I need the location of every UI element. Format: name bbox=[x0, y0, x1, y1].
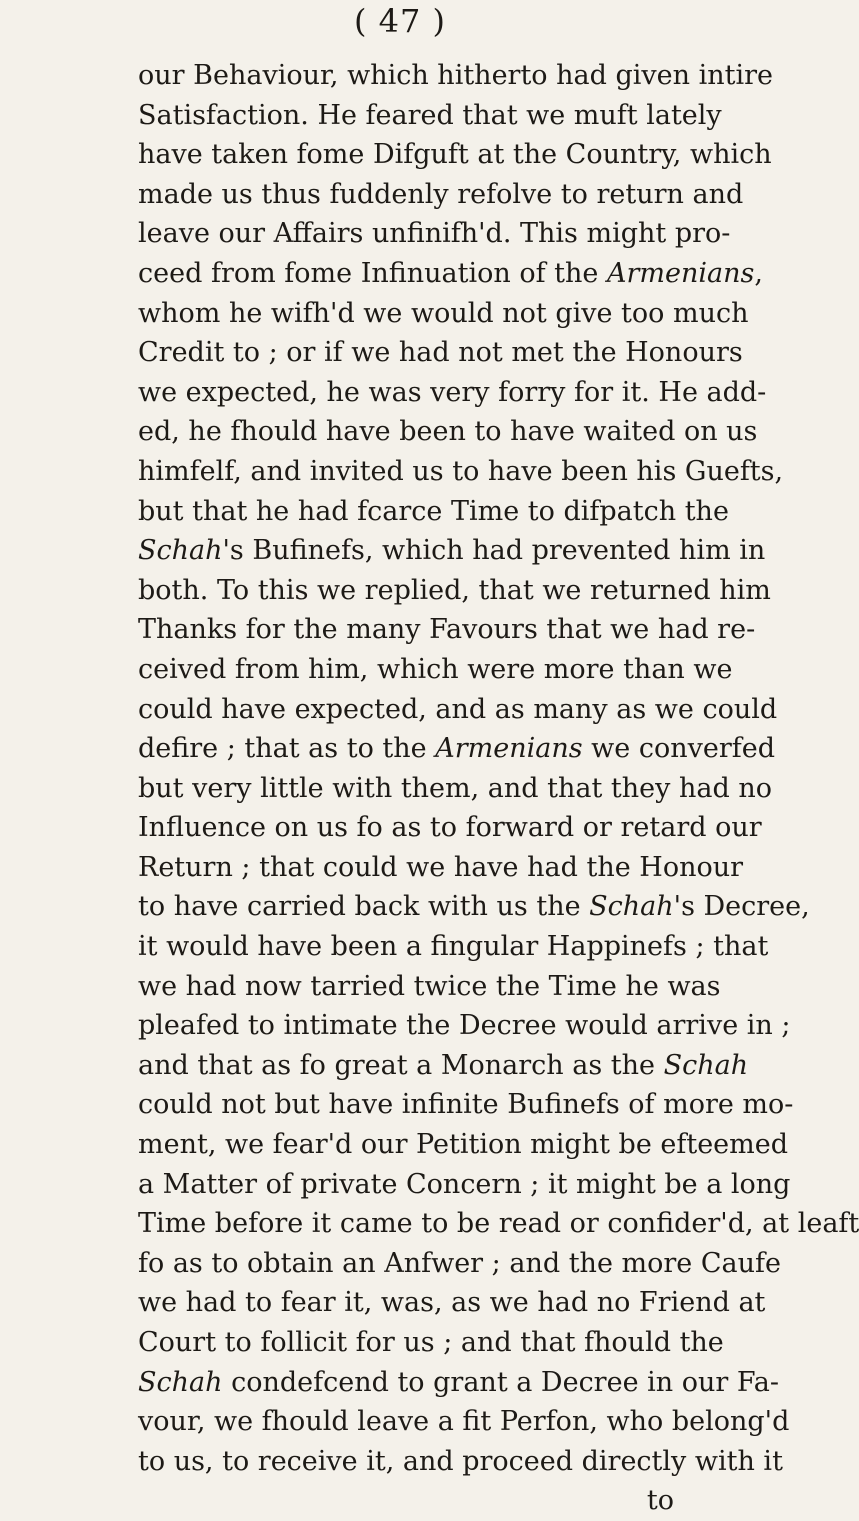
italic-word: Schah bbox=[663, 1049, 749, 1081]
text-segment: it would have been a fingular Happinefs ; that bbox=[138, 931, 769, 963]
text-segment: 's Decree, bbox=[673, 891, 810, 923]
text-segment: we converfed bbox=[582, 733, 775, 765]
text-line bbox=[138, 1165, 791, 1205]
text-line bbox=[138, 175, 744, 215]
text-segment: Return ; that could we have had the Honour bbox=[138, 851, 744, 883]
text-segment: ed, he fhould have been to have waited on us bbox=[138, 416, 758, 448]
text-line bbox=[138, 848, 744, 888]
text-segment: and that as fo great a Monarch as the bbox=[138, 1049, 664, 1081]
text-segment: to have carried back with us the bbox=[138, 891, 590, 923]
text-segment: we had to fear it, was, as we had no Friend at bbox=[138, 1287, 766, 1319]
text-segment: 's Bufinefs, which had prevented him in bbox=[222, 535, 766, 567]
text-line bbox=[138, 769, 772, 809]
italic-word: Armenians bbox=[606, 257, 755, 289]
body-text bbox=[138, 56, 859, 1521]
text-segment: Court to follicit for us ; and that fhould the bbox=[138, 1327, 724, 1358]
text-line bbox=[138, 531, 766, 571]
text-segment: fo as to obtain an Anfwer ; and the more Caufe bbox=[138, 1247, 781, 1279]
text-line bbox=[138, 690, 778, 730]
text-segment: himfelf, and invited us to have been his Guefts, bbox=[138, 455, 784, 487]
text-segment: but that he had fcarce Time to difpatch the bbox=[138, 495, 729, 527]
text-line bbox=[138, 1244, 781, 1284]
text-line bbox=[138, 1283, 766, 1323]
text-segment: our Behaviour, which hitherto had given intire bbox=[138, 60, 774, 91]
text-line bbox=[138, 808, 762, 848]
text-line bbox=[138, 1006, 791, 1046]
text-segment: a Matter of private Concern ; it might be a long bbox=[138, 1168, 791, 1200]
text-line bbox=[138, 610, 756, 650]
text-line bbox=[138, 1442, 783, 1482]
text-segment: whom he wifh'd we would not give too much bbox=[138, 297, 749, 329]
italic-word: Schah bbox=[589, 891, 674, 923]
text-segment: condefcend to grant a Decree in our Fa- bbox=[222, 1366, 779, 1398]
text-segment: ceed from fome Infinuation of the bbox=[138, 257, 607, 289]
text-segment: pleafed to intimate the Decree would arrive in ; bbox=[138, 1010, 791, 1042]
text-segment: but very little with them, and that they had no bbox=[138, 772, 772, 804]
text-segment: made us thus fuddenly refolve to return and bbox=[138, 178, 744, 210]
text-line bbox=[138, 1402, 790, 1442]
text-line bbox=[138, 650, 733, 690]
text-line bbox=[138, 1323, 724, 1363]
text-segment: ceived from him, which were more than we bbox=[138, 653, 733, 685]
text-line bbox=[138, 1363, 779, 1403]
text-line bbox=[138, 333, 743, 373]
text-segment: Credit to ; or if we had not met the Honours bbox=[138, 337, 743, 369]
text-line bbox=[138, 1204, 859, 1244]
text-line bbox=[138, 96, 722, 136]
text-segment: ment, we fear'd our Petition might be efteemed bbox=[138, 1129, 789, 1161]
text-line bbox=[138, 927, 769, 967]
text-line bbox=[138, 492, 729, 532]
text-line bbox=[138, 56, 774, 96]
italic-word: Schah bbox=[138, 1366, 223, 1398]
text-line bbox=[138, 571, 771, 611]
text-line bbox=[138, 214, 731, 254]
text-line bbox=[138, 412, 758, 452]
catchword: to bbox=[646, 1485, 674, 1517]
text-line bbox=[138, 729, 775, 769]
text-segment: , bbox=[754, 257, 763, 289]
text-segment: we had now tarried twice the Time he was bbox=[138, 970, 721, 1002]
text-segment: vour, we fhould leave a fit Perfon, who belong'd bbox=[138, 1406, 790, 1438]
italic-word: Schah bbox=[138, 535, 223, 567]
text-line bbox=[138, 887, 810, 927]
text-line bbox=[138, 1085, 794, 1125]
text-segment: Influence on us fo as to forward or retard our bbox=[138, 812, 762, 844]
text-segment: defire ; that as to the bbox=[138, 733, 436, 765]
text-segment: Satisfaction. He feared that we muft lately bbox=[138, 99, 722, 131]
text-segment: have taken fome Difguft at the Country, which bbox=[138, 139, 772, 171]
text-line bbox=[138, 452, 784, 492]
text-segment: Thanks for the many Favours that we had re- bbox=[138, 614, 756, 646]
text-segment: we expected, he was very forry for it. He add- bbox=[138, 376, 767, 408]
italic-word: Armenians bbox=[435, 733, 583, 765]
page-number: ( 47 ) bbox=[353, 2, 447, 40]
text-segment: to us, to receive it, and proceed directly with it bbox=[138, 1445, 783, 1477]
text-segment: could not but have infinite Bufinefs of more mo- bbox=[138, 1089, 794, 1121]
text-line bbox=[138, 1046, 749, 1086]
text-line bbox=[138, 294, 749, 334]
text-segment: could have expected, and as many as we could bbox=[138, 693, 778, 725]
text-segment: Time before it came to be read or confider'd, at leaft bbox=[138, 1208, 859, 1240]
text-line bbox=[138, 135, 772, 175]
text-segment: leave our Affairs unfinifh'd. This might pro- bbox=[138, 218, 731, 250]
text-line bbox=[138, 373, 767, 413]
text-line bbox=[138, 254, 763, 294]
text-segment: both. To this we replied, that we returned him bbox=[138, 574, 771, 606]
text-line bbox=[138, 1125, 789, 1165]
text-line bbox=[138, 967, 721, 1007]
